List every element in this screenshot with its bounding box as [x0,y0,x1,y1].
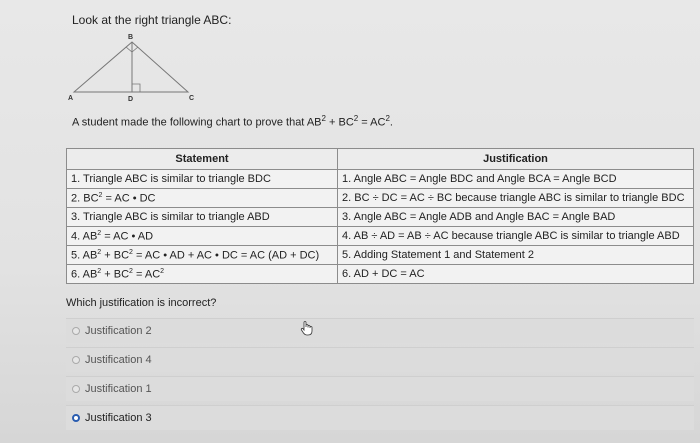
option-label: Justification 4 [85,354,152,366]
option-justification-4[interactable] [66,347,694,372]
table-header-row [67,149,694,170]
table-row [67,208,694,227]
label-b: B [128,34,134,41]
option-label: Justification 2 [85,325,152,337]
triangle-abc [74,42,188,92]
justification-cell: 5. Adding Statement 1 and Statement 2 [338,246,694,265]
option-label: Justification 3 [85,412,152,424]
table-row [67,246,694,265]
table-row [67,189,694,208]
justification-cell: 6. AD + DC = AC [338,265,694,284]
radio-button[interactable] [72,327,80,335]
radio-button[interactable] [72,385,80,393]
intro-text: A student made the following chart to prove that $AB^2 + BC^2 = AC^2$. [72,114,393,129]
justification-cell: 4. AB ÷ AD = AB ÷ AC because triangle ABC is similar to triangle ABD [338,227,694,246]
table-row [67,265,694,284]
statement-cell: 2. $BC^2$ = AC • DC [67,189,338,208]
label-a: A [68,95,74,102]
option-label: Justification 1 [85,383,152,395]
statement-cell: 3. Triangle ABC is similar to triangle ABD [67,208,338,227]
statement-cell: 5. $AB^2 + BC^2$ = AC • AD + AC • DC = AC (AD + DC) [67,246,338,265]
option-justification-3[interactable] [66,405,694,430]
justification-cell: 3. Angle ABC = Angle ADB and Angle BAC = Angle BAD [338,208,694,227]
radio-button[interactable] [72,356,80,364]
radio-button-selected[interactable] [72,414,80,422]
justification-cell: 2. BC ÷ DC = AC ÷ BC because triangle ABC is similar to triangle BDC [338,189,694,208]
header-justification: Justification [338,149,694,170]
proof-table [66,148,694,284]
table-row [67,170,694,189]
justification-cell: 1. Angle ABC = Angle BDC and Angle BCA = Angle BCD [338,170,694,189]
hand-cursor-icon [300,320,314,336]
option-justification-2[interactable] [66,318,694,343]
page-title: Look at the right triangle ABC: [72,13,232,27]
triangle-diagram [64,30,204,102]
statement-cell: 4. $AB^2$ = AC • AD [67,227,338,246]
option-justification-1[interactable] [66,376,694,401]
table-row [67,227,694,246]
label-d: D [128,96,134,102]
statement-cell: 6. $AB^2 + BC^2 = AC^2$ [67,265,338,284]
header-statement: Statement [67,149,338,170]
statement-cell: 1. Triangle ABC is similar to triangle BDC [67,170,338,189]
question-text: Which justification is incorrect? [66,297,217,309]
label-c: C [189,95,195,102]
right-angle-mark-d [132,84,140,92]
